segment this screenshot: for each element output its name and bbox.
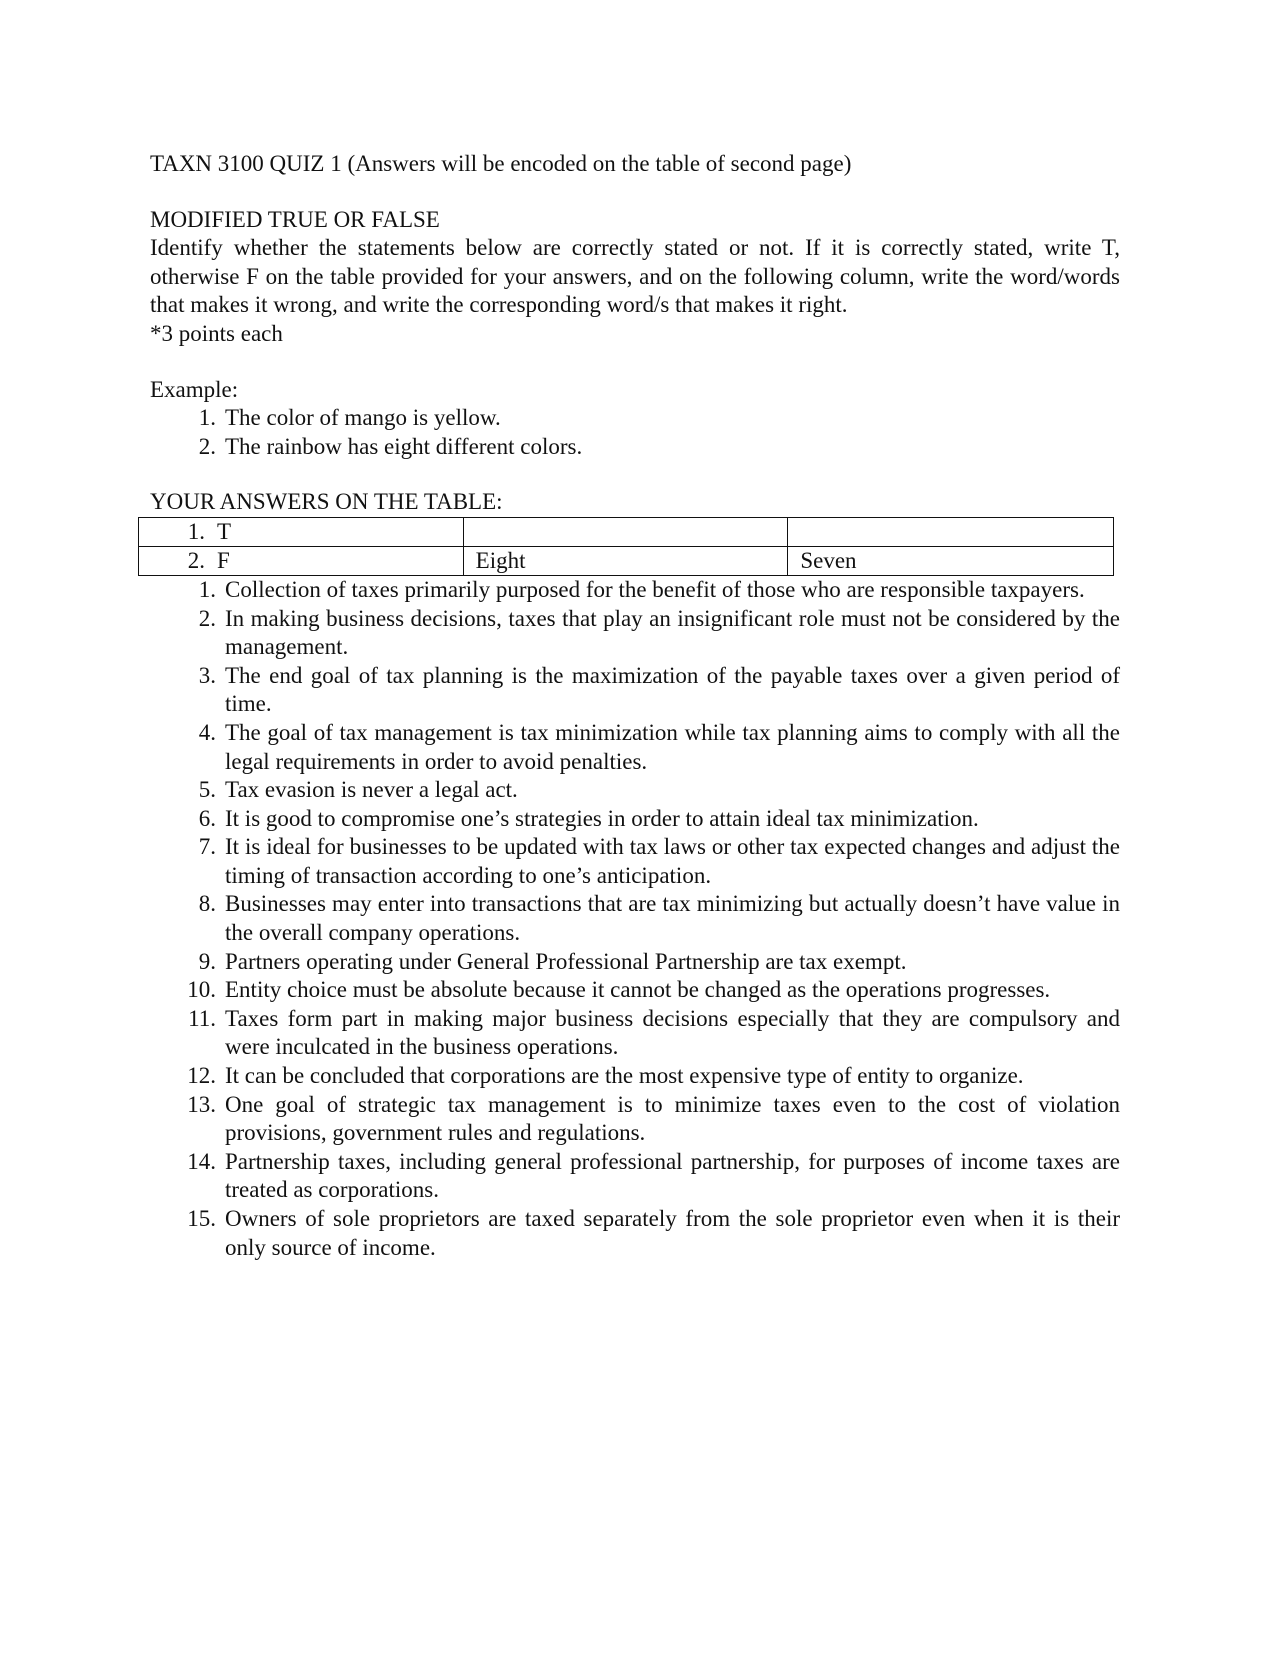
- question-text: The end goal of tax planning is the maximization of the payable taxes over a given period of time.: [225, 662, 1120, 717]
- row-number: 1.: [187, 518, 205, 544]
- table-row: [139, 517, 1114, 546]
- answer-table: [138, 517, 1114, 576]
- wrong-word-cell: Eight: [463, 546, 788, 575]
- question-text: Businesses may enter into transactions that are tax minimizing but actually doesn’t have value in the overall company operations.: [225, 891, 1120, 946]
- question-text: It can be concluded that corporations are the most expensive type of entity to organize.: [225, 1063, 1024, 1089]
- question-text: One goal of strategic tax management is to minimize taxes even to the cost of violation provisions, government rules and regulations.: [225, 1091, 1120, 1146]
- question-item: [150, 662, 1120, 719]
- question-item: [150, 1205, 1120, 1262]
- wrong-word-cell: [463, 517, 788, 546]
- table-row: [139, 546, 1114, 575]
- example-label: Example:: [150, 376, 239, 402]
- question-number: 4.: [198, 719, 216, 745]
- question-number: 7.: [198, 834, 216, 860]
- example-item-number: 2.: [198, 433, 216, 459]
- question-text: It is ideal for businesses to be updated with tax laws or other tax expected changes and adjust the timing of transaction according to one’s anticipation.: [225, 834, 1120, 888]
- question-item: [150, 776, 1120, 805]
- example-item: [150, 433, 1120, 462]
- instructions-paragraph: Identify whether the statements below are correctly stated or not. If it is correctly stated, write T, otherwise F on the table provided for your answers, and on the following column, write the word/words that makes it wrong, and write the corresponding word/s that makes it right.: [150, 235, 1120, 318]
- question-text: Entity choice must be absolute because it cannot be changed as the operations progresses.: [225, 977, 1051, 1003]
- question-item: [150, 1148, 1120, 1205]
- example-list: [150, 404, 1120, 461]
- question-text: Partners operating under General Professional Partnership are tax exempt.: [225, 948, 907, 974]
- row-number: 2.: [187, 547, 205, 573]
- question-number: 2.: [198, 605, 216, 631]
- question-item: [150, 1091, 1120, 1148]
- question-number: 15.: [187, 1206, 216, 1231]
- question-number: 5.: [198, 777, 216, 803]
- question-number: 6.: [198, 805, 216, 831]
- question-item: [150, 1005, 1120, 1062]
- answer-table-label: YOUR ANSWERS ON THE TABLE:: [150, 489, 503, 515]
- question-number: 3.: [198, 662, 216, 688]
- points-note: *3 points each: [150, 320, 283, 346]
- question-text: Partnership taxes, including general professional partnership, for purposes of income taxes are treated as corporations.: [225, 1148, 1120, 1203]
- question-number: 8.: [198, 891, 216, 917]
- quiz-title: TAXN 3100 QUIZ 1 (Answers will be encoded on the table of second page): [150, 151, 852, 176]
- question-item: [150, 719, 1120, 776]
- question-item: [150, 576, 1120, 605]
- question-number: 10.: [187, 977, 216, 1003]
- question-item: [150, 948, 1120, 977]
- question-text: Tax evasion is never a legal act.: [225, 777, 518, 803]
- example-item-text: The rainbow has eight different colors.: [225, 433, 583, 459]
- question-text: In making business decisions, taxes that play an insignificant role must not be considered by the management.: [225, 605, 1120, 660]
- question-number: 12.: [187, 1063, 216, 1089]
- question-text: Collection of taxes primarily purposed for the benefit of those who are responsible taxpayers.: [225, 576, 1085, 602]
- question-number: 11.: [188, 1005, 216, 1031]
- example-item-text: The color of mango is yellow.: [225, 405, 501, 431]
- answer-value: T: [217, 518, 232, 544]
- question-text: Owners of sole proprietors are taxed separately from the sole proprietor even when it is their only source of income.: [225, 1206, 1120, 1260]
- answer-cell: [139, 517, 464, 546]
- question-item: [150, 805, 1120, 834]
- right-word-cell: Seven: [788, 546, 1114, 575]
- question-item: [150, 976, 1120, 1005]
- question-number: 1.: [198, 576, 216, 602]
- question-list: [150, 576, 1120, 1262]
- answer-value: F: [217, 547, 230, 573]
- right-word-cell: [788, 517, 1114, 546]
- question-number: 9.: [198, 948, 216, 974]
- question-text: It is good to compromise one’s strategies in order to attain ideal tax minimization.: [225, 805, 979, 831]
- question-number: 13.: [187, 1091, 216, 1117]
- example-item: [150, 404, 1120, 433]
- section-heading: MODIFIED TRUE OR FALSE: [150, 206, 440, 232]
- answer-cell: [139, 546, 464, 575]
- question-item: [150, 833, 1120, 890]
- question-number: 14.: [187, 1148, 216, 1174]
- document-page: [150, 150, 1120, 1262]
- question-text: Taxes form part in making major business decisions especially that they are compulsory and were inculcated in the business operations.: [225, 1005, 1120, 1060]
- question-item: [150, 890, 1120, 947]
- example-item-number: 1.: [198, 405, 216, 431]
- question-item: [150, 1062, 1120, 1091]
- question-text: The goal of tax management is tax minimization while tax planning aims to comply with all the legal requirements in order to avoid penalties.: [225, 719, 1120, 774]
- question-item: [150, 605, 1120, 662]
